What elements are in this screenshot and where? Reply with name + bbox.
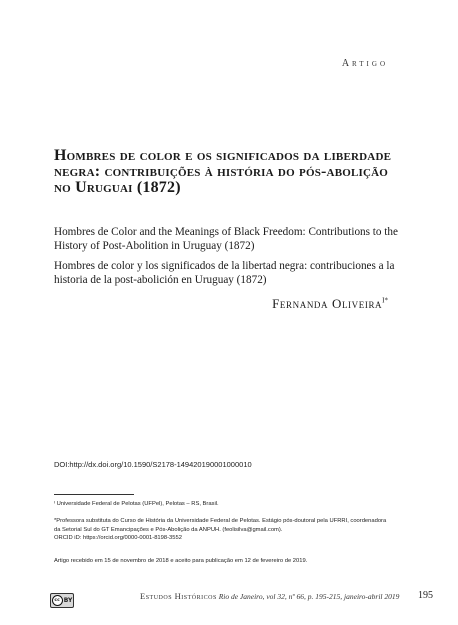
subtitle-spanish: Hombres de color y los significados de la libertad negra: contribuciones a la historia de la post-abolición en Uruguay (1872): [54, 260, 395, 286]
cc-icon: cc: [52, 595, 63, 606]
article-title: Hombres de color e os significados da liberdade negra: contribuições à história do pós-abolição no Uruguai (1872): [54, 147, 392, 196]
footnote-received: Artigo recebido em 15 de novembro de 2018 e aceito para publicação em 12 de fevereiro de 2019.: [54, 558, 308, 564]
footnote-bio: [54, 517, 394, 543]
journal-name: Estudos Históricos: [140, 591, 217, 601]
creative-commons-badge[interactable]: [50, 593, 74, 608]
journal-info: Rio de Janeiro, vol 32, nº 66, p. 195-215, janeiro-abril 2019: [218, 592, 400, 601]
doi-link[interactable]: DOI:http://dx.doi.org/10.1590/S2178-149420190001000010: [54, 460, 252, 469]
author-footnote-marks: I*: [382, 296, 388, 305]
author-byline: [272, 296, 388, 312]
subtitle-english: Hombres de Color and the Meanings of Black Freedom: Contributions to the History of Post-Abolition in Uruguay (1872): [54, 226, 398, 252]
page-number: 195: [418, 590, 433, 601]
journal-footer: [140, 591, 400, 601]
footnote-affiliation: ᴵ Universidade Federal de Pelotas (UFPel), Pelotas – RS, Brasil.: [54, 501, 219, 507]
section-label: Artigo: [341, 58, 388, 69]
cc-by-label: BY: [63, 597, 73, 604]
footnote-divider: [54, 494, 134, 495]
footnote-orcid[interactable]: ORCID iD: https://orcid.org/0000-0001-8198-3552: [54, 535, 182, 541]
footnote-bio-text: *Professora substituta do Curso de História da Universidade Federal de Pelotas. Estágio pós-doutoral pela UFRRI, coordenadora da Setorial Sul do GT Emancipações e Pós-Abolição da ANPUH. (feolisilva@gmail.com).: [54, 518, 387, 533]
author-name: Fernanda Oliveira: [272, 296, 383, 311]
